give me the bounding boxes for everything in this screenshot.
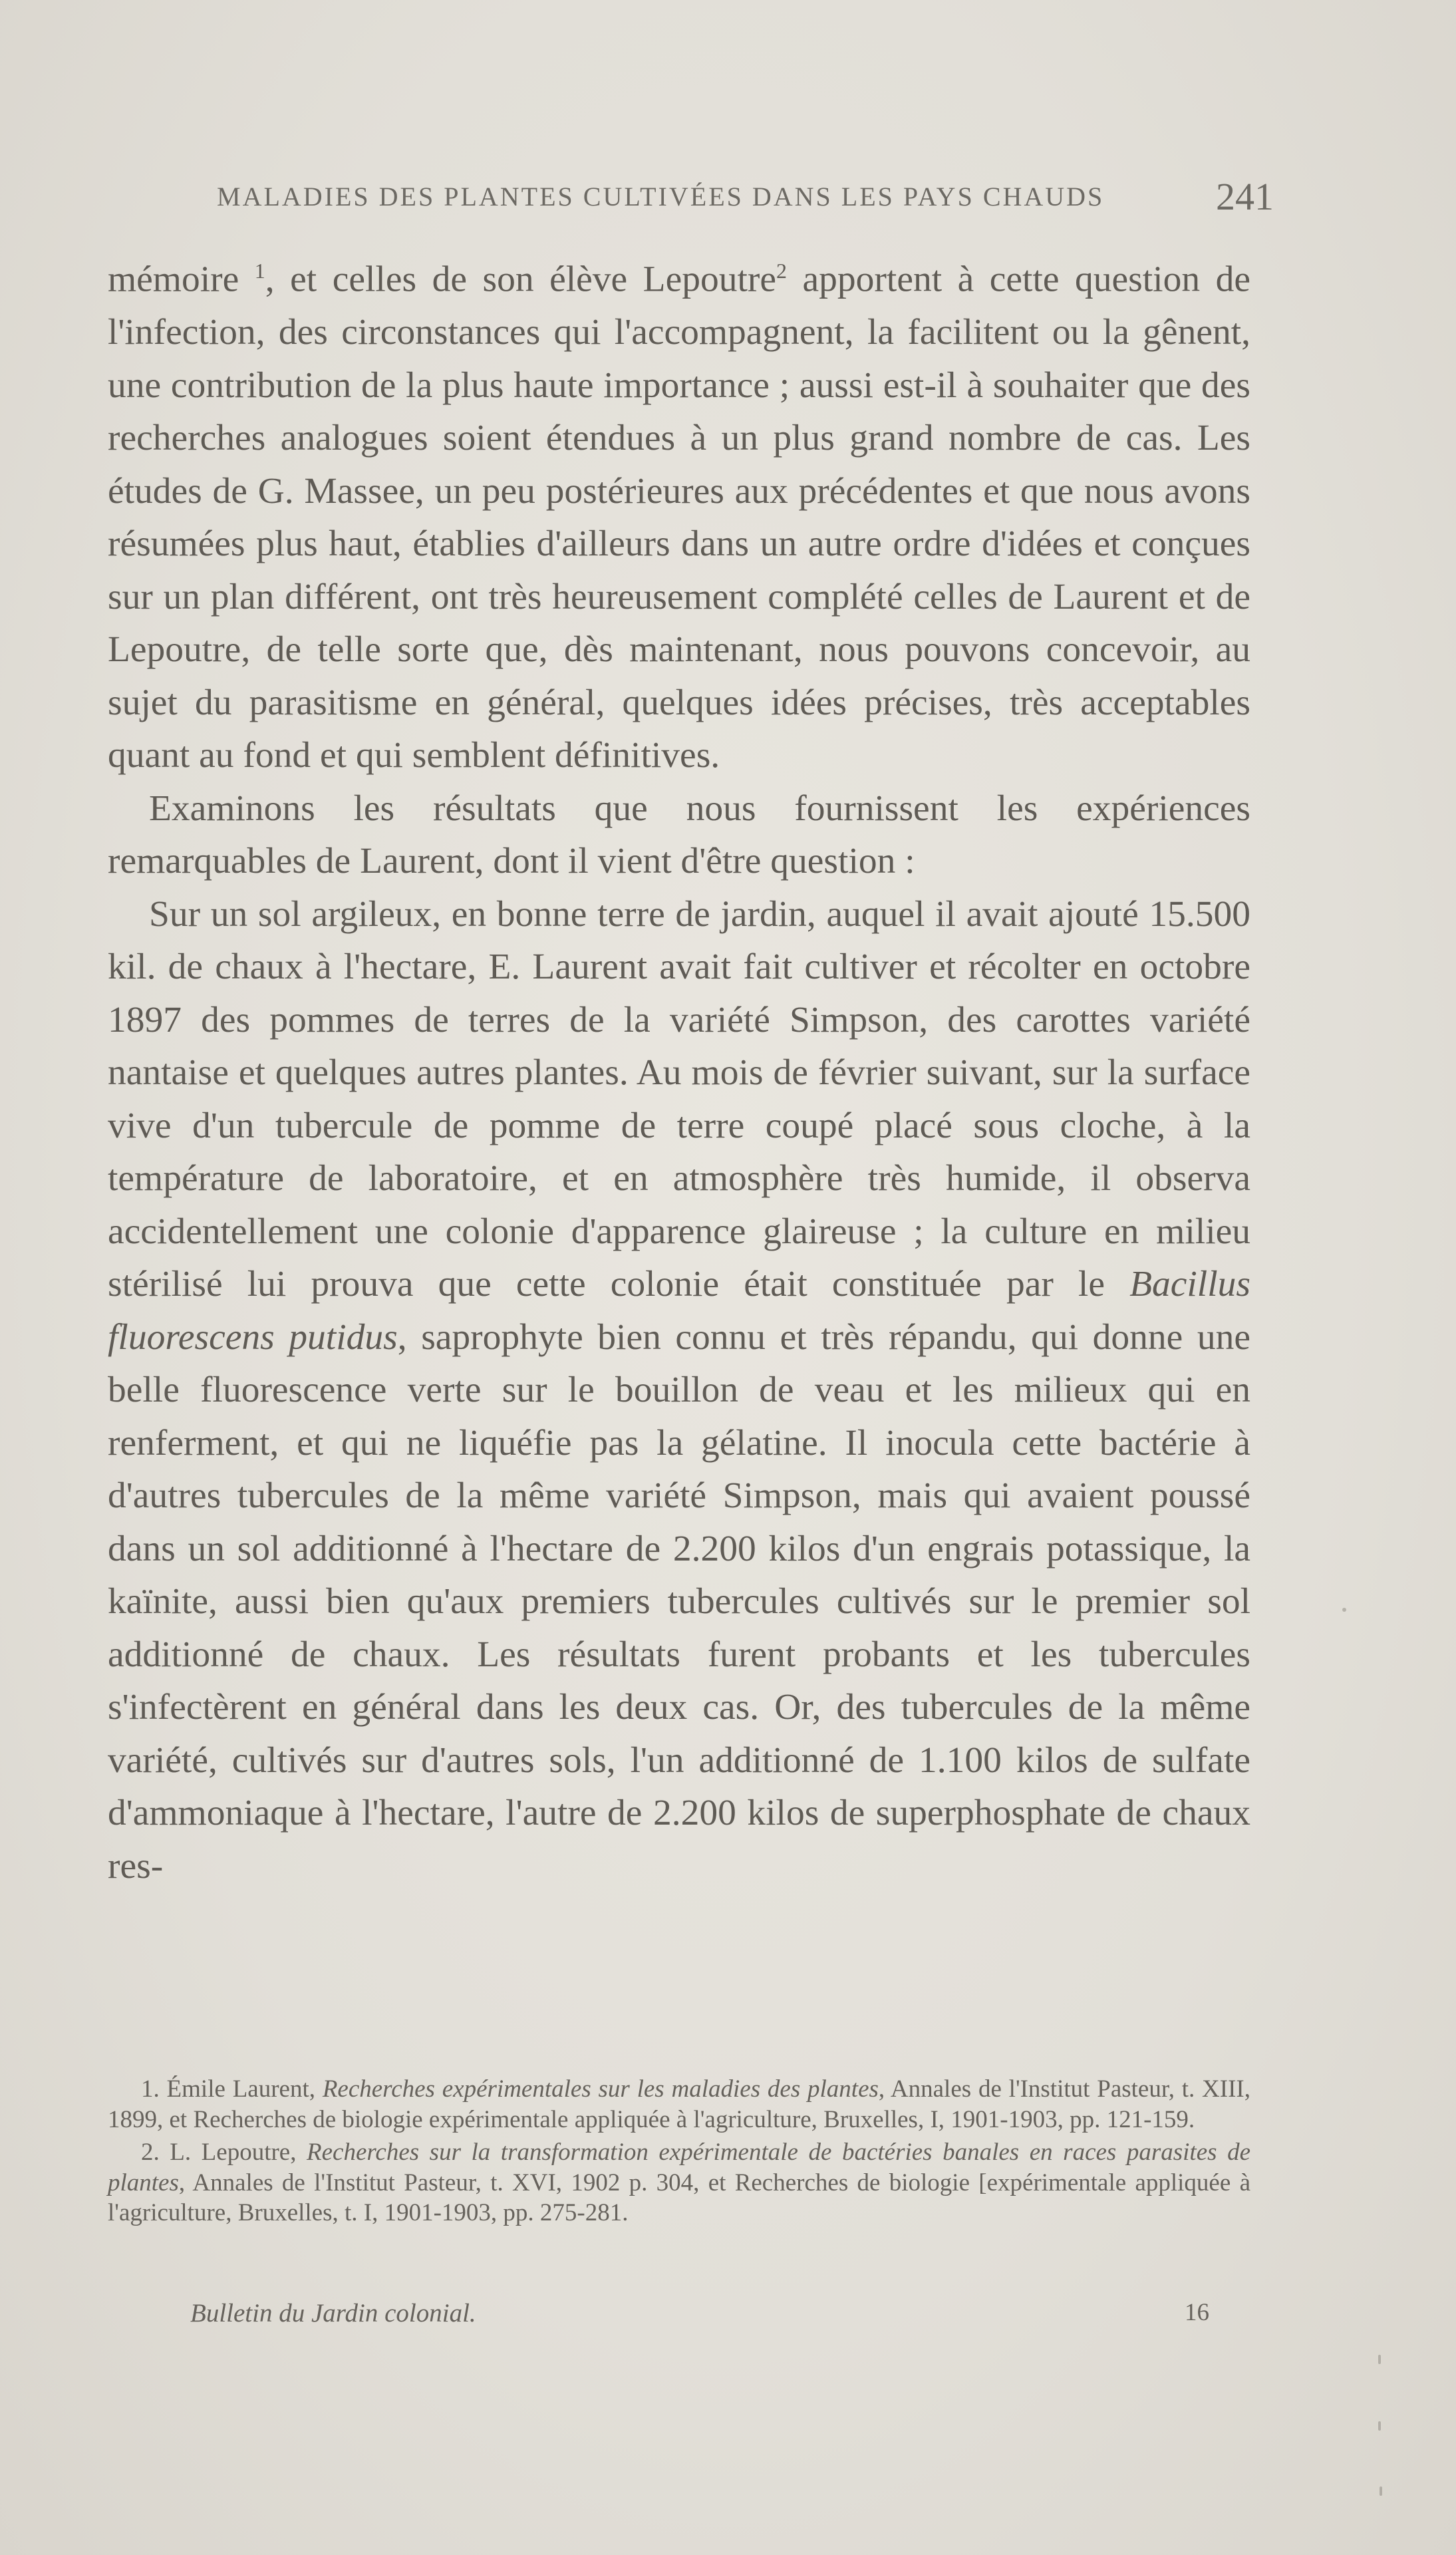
running-head: MALADIES DES PLANTES CULTIVÉES DANS LES PAYS CHAUDS xyxy=(217,182,1105,212)
footnote-ref-1: 1 xyxy=(254,259,265,283)
footnote-2-part-b: , Annales de l'Institut Pasteur, t. XVI, 1902 p. 304, et Recherches de biologie [expérimentale appliquée à l'agriculture, Bruxelles, t. I, 1901-1903, pp. 275-281. xyxy=(108,2169,1250,2226)
paragraph-3-part-a: Sur un sol argileux, en bonne terre de jardin, auquel il avait ajouté 15.500 kil. de chaux à l'hectare, E. Laurent avait fait cultiver et récolter en octobre 1897 des pommes de terres de la variété Simpson, des carottes variété nantaise et quelques autres plantes. Au mois de février suivant, sur la surface vive d'un tubercule de pomme de terre coupé placé sous cloche, à la température de laboratoire, et en atmosphère très humide, il observa accidentellement une colonie d'apparence glaireuse ; la culture en milieu stérilisé lui prouva que cette colonie était constituée par le xyxy=(108,893,1250,1304)
page-header xyxy=(213,174,1274,221)
footnote-2-title: Recherches sur la transformation expérimentale de bactéries banales en races parasites de plantes xyxy=(108,2139,1250,2196)
footnote-1-part-a: 1. Émile Laurent, xyxy=(141,2075,323,2103)
paragraph-3 xyxy=(108,888,1250,1893)
footnotes xyxy=(108,2074,1250,2228)
body-text xyxy=(108,245,1250,1892)
paragraph-2: Examinons les résultats que nous fournissent les expériences remarquables de Laurent, dont il vient d'être question : xyxy=(108,788,1250,881)
footnote-2-part-a: 2. L. Lepoutre, xyxy=(141,2139,307,2166)
species-name: Bacillus fluorescens putidus xyxy=(108,1264,1250,1358)
paragraph-1-part-a: mémoire xyxy=(108,259,255,300)
page-footer xyxy=(108,2298,1250,2335)
print-speck xyxy=(1380,2486,1382,2496)
paragraph-3-part-b: , saprophyte bien connu et très répandu, qui donne une belle fluorescence verte sur le bouillon de veau et les milieux qui en renferment, et qui ne liquéfie pas la gélatine. Il inocula cette bactérie à d'autres tubercules de la même variété Simpson, mais qui avaient poussé dans un sol additionné à l'hectare de 2.200 kilos d'un engrais potassique, la kaïnite, aussi bien qu'aux premiers tubercules cultivés sur le premier sol additionné de chaux. Les résultats furent probants et les tubercules s'infectèrent en général dans les deux cas. Or, des tubercules de la même variété, cultivés sur d'autres sols, l'un additionné de 1.100 kilos de sulfate d'ammoniaque à l'hectare, l'autre de 2.200 kilos de superphosphate de chaux res- xyxy=(108,1316,1251,1886)
footnote-ref-2: 2 xyxy=(776,259,788,283)
footnote-1 xyxy=(108,2074,1250,2135)
footnote-2 xyxy=(108,2137,1250,2228)
signature-mark: 16 xyxy=(1185,2299,1209,2326)
print-speck xyxy=(1342,1608,1346,1612)
paragraph-1-part-b: , et celles de son élève Lepoutre xyxy=(265,259,777,300)
print-speck xyxy=(1378,2421,1381,2431)
footnote-1-part-b: , Annales de l'Institut Pasteur, t. XIII, 1899, et Recherches de biologie expérimentale appliquée à l'agriculture, Bruxelles, I, 1901-1903, pp. 121-159. xyxy=(108,2075,1250,2133)
paragraph-1-part-c: apportent à cette question de l'infection, des circonstances qui l'accompagnent, la facilitent ou la gênent, une contribution de la plus haute importance ; aussi est-il à souhaiter que des recherches analogues soient étendues à un plus grand nombre de cas. Les études de G. Massee, un peu postérieures aux précédentes et que nous avons résumées plus haut, établies d'ailleurs dans un autre ordre d'idées et conçues sur un plan différent, ont très heureusement complété celles de Laurent et de Lepoutre, de telle sorte que, dès maintenant, nous pouvons concevoir, au sujet du parasitisme en général, quelques idées précises, très acceptables quant au fond et qui semblent définitives. xyxy=(108,259,1251,776)
footnote-1-title: Recherches expérimentales sur les maladies des plantes xyxy=(322,2075,879,2103)
footer-title: Bulletin du Jardin colonial. xyxy=(190,2299,476,2328)
paragraph-1 xyxy=(108,245,1250,782)
print-speck xyxy=(1378,2355,1381,2364)
page-number: 241 xyxy=(1216,175,1274,218)
